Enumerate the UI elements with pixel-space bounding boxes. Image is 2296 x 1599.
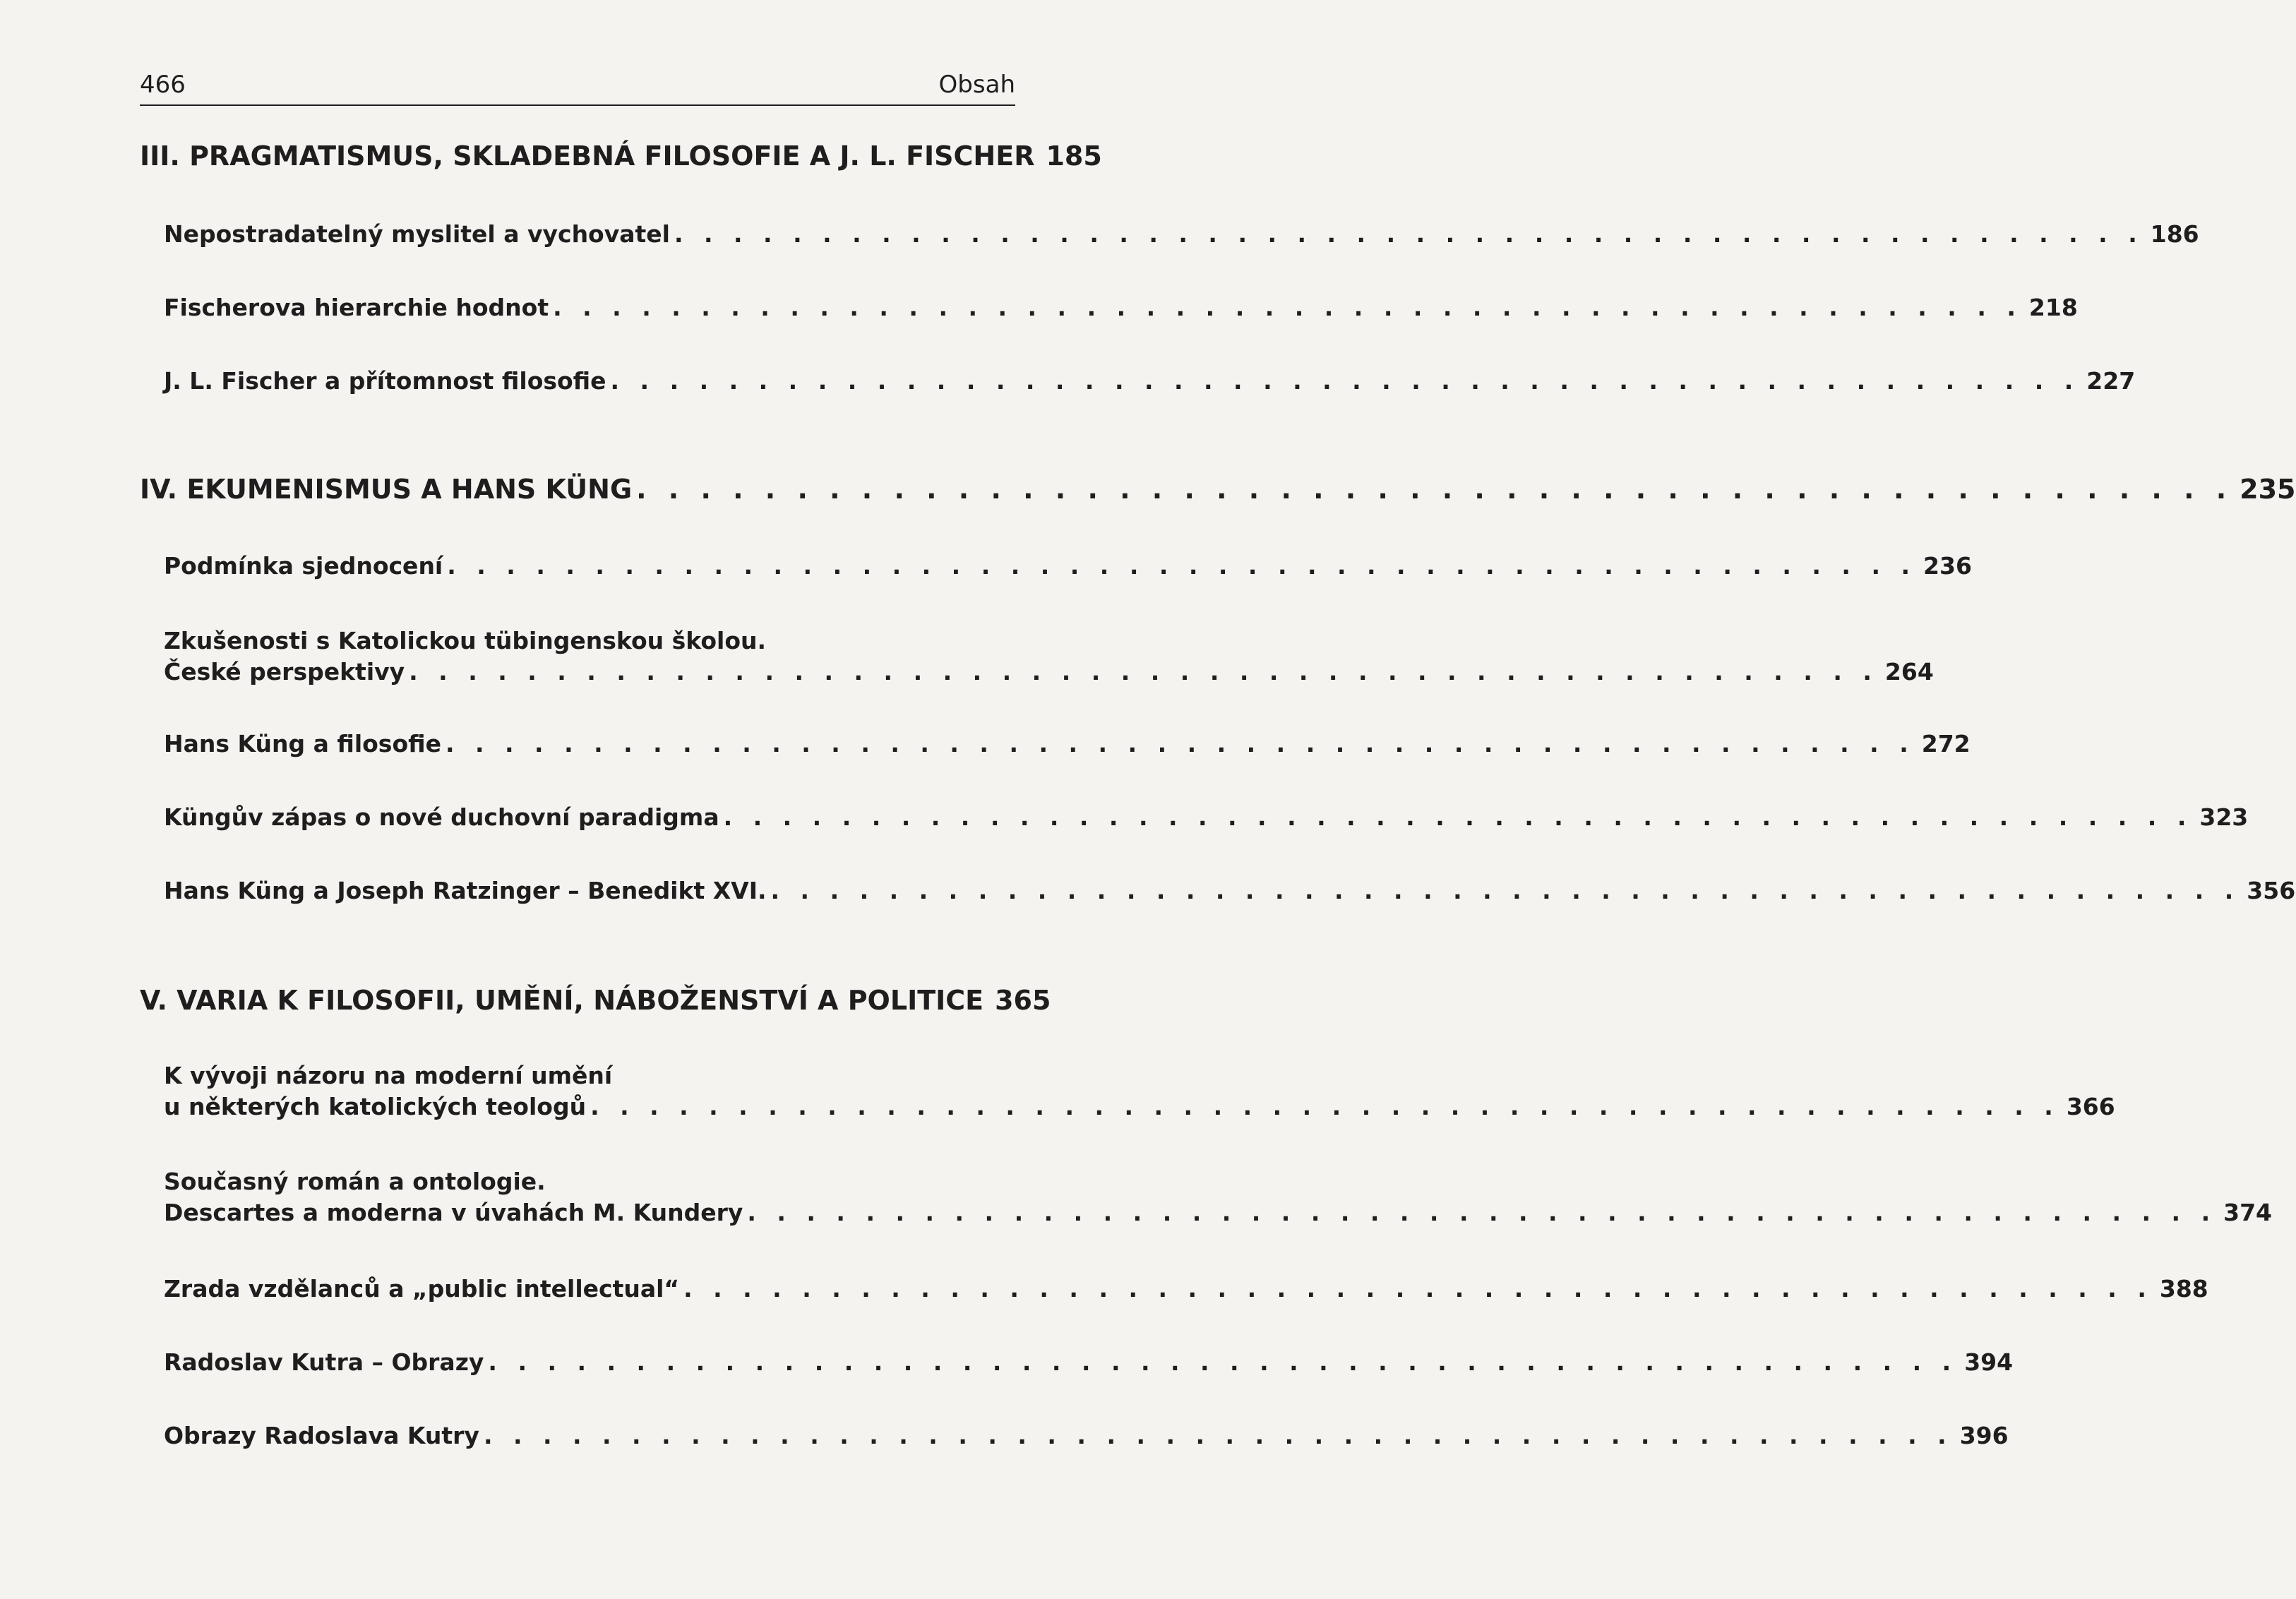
part-title: III. PRAGMATISMUS, SKLADEBNÁ FILOSOFIE A J. L. FISCHER <box>140 140 1035 172</box>
chapter-title: Zrada vzdělanců a „public intellectual“ <box>164 1275 680 1302</box>
toc-chapter <box>164 1348 2014 1377</box>
dot-leader: . . . . . . . . . . . . . . . . . . . . . . . . . . . . . . . . . . . . . . . . . . . . . . . . . . <box>636 474 2233 505</box>
chapter-page-ref: 272 <box>1921 730 1971 757</box>
chapter-page-ref: 227 <box>2086 367 2136 395</box>
chapter-page-ref: 218 <box>2028 294 2078 321</box>
chapter-title: Podmínka sjednocení <box>164 552 443 580</box>
page-number: 466 <box>140 71 186 99</box>
dot-leader: . . . . . . . . . . . . . . . . . . . . . . . . . . . . . . . . . . . . . . . . . . . . . . . . . . <box>488 1348 1958 1376</box>
chapter-title: Fischerova hierarchie hodnot <box>164 294 549 321</box>
chapter-page-ref: 323 <box>2199 803 2249 831</box>
dot-leader: . . . . . . . . . . . . . . . . . . . . . . . . . . . . . . . . . . . . . . . . . . . . . . . . . . <box>409 658 1878 685</box>
chapter-title: Radoslav Kutra – Obrazy <box>164 1348 484 1376</box>
chapter-page-ref: 394 <box>1964 1348 2014 1376</box>
toc-part-iv <box>140 473 2296 505</box>
chapter-title-line-1: K vývoji názoru na moderní umění <box>164 1062 613 1089</box>
chapter-page-ref: 186 <box>2150 220 2199 248</box>
chapter-page-ref: 356 <box>2247 877 2296 904</box>
dot-leader: . . . . . . . . . . . . . . . . . . . . . . . . . . . . . . . . . . . . . . . . . . . . . . . . . . <box>447 552 1917 580</box>
chapter-page-ref: 264 <box>1884 658 1934 685</box>
part-page-ref: 365 <box>995 985 1051 1016</box>
chapter-title-line-2: u některých katolických teologů <box>164 1093 587 1120</box>
chapter-title-line-1: Zkušenosti s Katolickou tübingenskou školou. <box>164 627 767 654</box>
chapter-title: Obrazy Radoslava Kutry <box>164 1422 479 1449</box>
dot-leader: . . . . . . . . . . . . . . . . . . . . . . . . . . . . . . . . . . . . . . . . . . . . . . . . . . <box>674 220 2143 248</box>
chapter-title: Hans Küng a filosofie <box>164 730 441 757</box>
dot-leader: . . . . . . . . . . . . . . . . . . . . . . . . . . . . . . . . . . . . . . . . . . . . . . . . . . <box>770 877 2240 904</box>
dot-leader: . . . . . . . . . . . . . . . . . . . . . . . . . . . . . . . . . . . . . . . . . . . . . . . . . . <box>610 367 2080 395</box>
chapter-page-ref: 396 <box>1959 1422 2009 1449</box>
dot-leader: . . . . . . . . . . . . . . . . . . . . . . . . . . . . . . . . . . . . . . . . . . . . . . . . . . <box>483 1422 1953 1449</box>
toc-chapter <box>164 803 2249 832</box>
toc-chapter <box>164 1422 2009 1450</box>
toc-chapter-multiline <box>164 1060 2115 1122</box>
chapter-page-ref: 374 <box>2223 1199 2273 1226</box>
running-head <box>140 71 1015 106</box>
chapter-title-last-line <box>164 1197 2273 1228</box>
part-page-ref: 235 <box>2240 474 2296 505</box>
dot-leader: . . . . . . . . . . . . . . . . . . . . . . . . . . . . . . . . . . . . . . . . . . . . . . . . . . <box>553 294 2022 321</box>
toc-chapter-multiline <box>164 1166 2273 1228</box>
chapter-page-ref: 236 <box>1923 552 1972 580</box>
toc-chapter <box>164 877 2296 905</box>
chapter-title: Küngův zápas o nové duchovní paradigma <box>164 803 719 831</box>
chapter-title-line-2: České perspektivy <box>164 658 405 685</box>
chapter-title: Hans Küng a Joseph Ratzinger – Benedikt XVI. <box>164 877 767 904</box>
dot-leader: . . . . . . . . . . . . . . . . . . . . . . . . . . . . . . . . . . . . . . . . . . . . . . . . . . <box>445 730 1915 757</box>
toc-part-iii <box>140 140 1102 172</box>
dot-leader: . . . . . . . . . . . . . . . . . . . . . . . . . . . . . . . . . . . . . . . . . . . . . . . . . . <box>723 803 2193 831</box>
toc-part-v <box>140 984 1051 1017</box>
chapter-title: Nepostradatelný myslitel a vychovatel <box>164 220 670 248</box>
chapter-title-last-line <box>164 657 1934 688</box>
header-rule <box>140 104 1015 106</box>
toc-chapter-multiline <box>164 625 1934 688</box>
chapter-title-last-line <box>164 1091 2115 1122</box>
dot-leader: . . . . . . . . . . . . . . . . . . . . . . . . . . . . . . . . . . . . . . . . . . . . . . . . . . <box>590 1093 2059 1120</box>
part-page-ref: 185 <box>1046 140 1102 172</box>
chapter-title-line-1: Současný román a ontologie. <box>164 1168 546 1195</box>
toc-chapter <box>164 1275 2208 1303</box>
toc-chapter <box>164 220 2199 248</box>
chapter-title-line-2: Descartes a moderna v úvahách M. Kundery <box>164 1199 743 1226</box>
part-title: V. VARIA K FILOSOFII, UMĚNÍ, NÁBOŽENSTVÍ A POLITICE <box>140 985 984 1016</box>
toc-chapter <box>164 294 2078 322</box>
part-title: IV. EKUMENISMUS A HANS KÜNG <box>140 474 633 505</box>
dot-leader: . . . . . . . . . . . . . . . . . . . . . . . . . . . . . . . . . . . . . . . . . . . . . . . . . . <box>747 1199 2217 1226</box>
running-title: Obsah <box>938 71 1015 99</box>
toc-chapter <box>164 552 1972 580</box>
dot-leader: . . . . . . . . . . . . . . . . . . . . . . . . . . . . . . . . . . . . . . . . . . . . . . . . . . <box>683 1275 2153 1302</box>
toc-chapter <box>164 730 1971 758</box>
toc-chapter <box>164 367 2136 395</box>
chapter-page-ref: 366 <box>2066 1093 2115 1120</box>
chapter-title: J. L. Fischer a přítomnost filosofie <box>164 367 606 395</box>
chapter-page-ref: 388 <box>2159 1275 2208 1302</box>
